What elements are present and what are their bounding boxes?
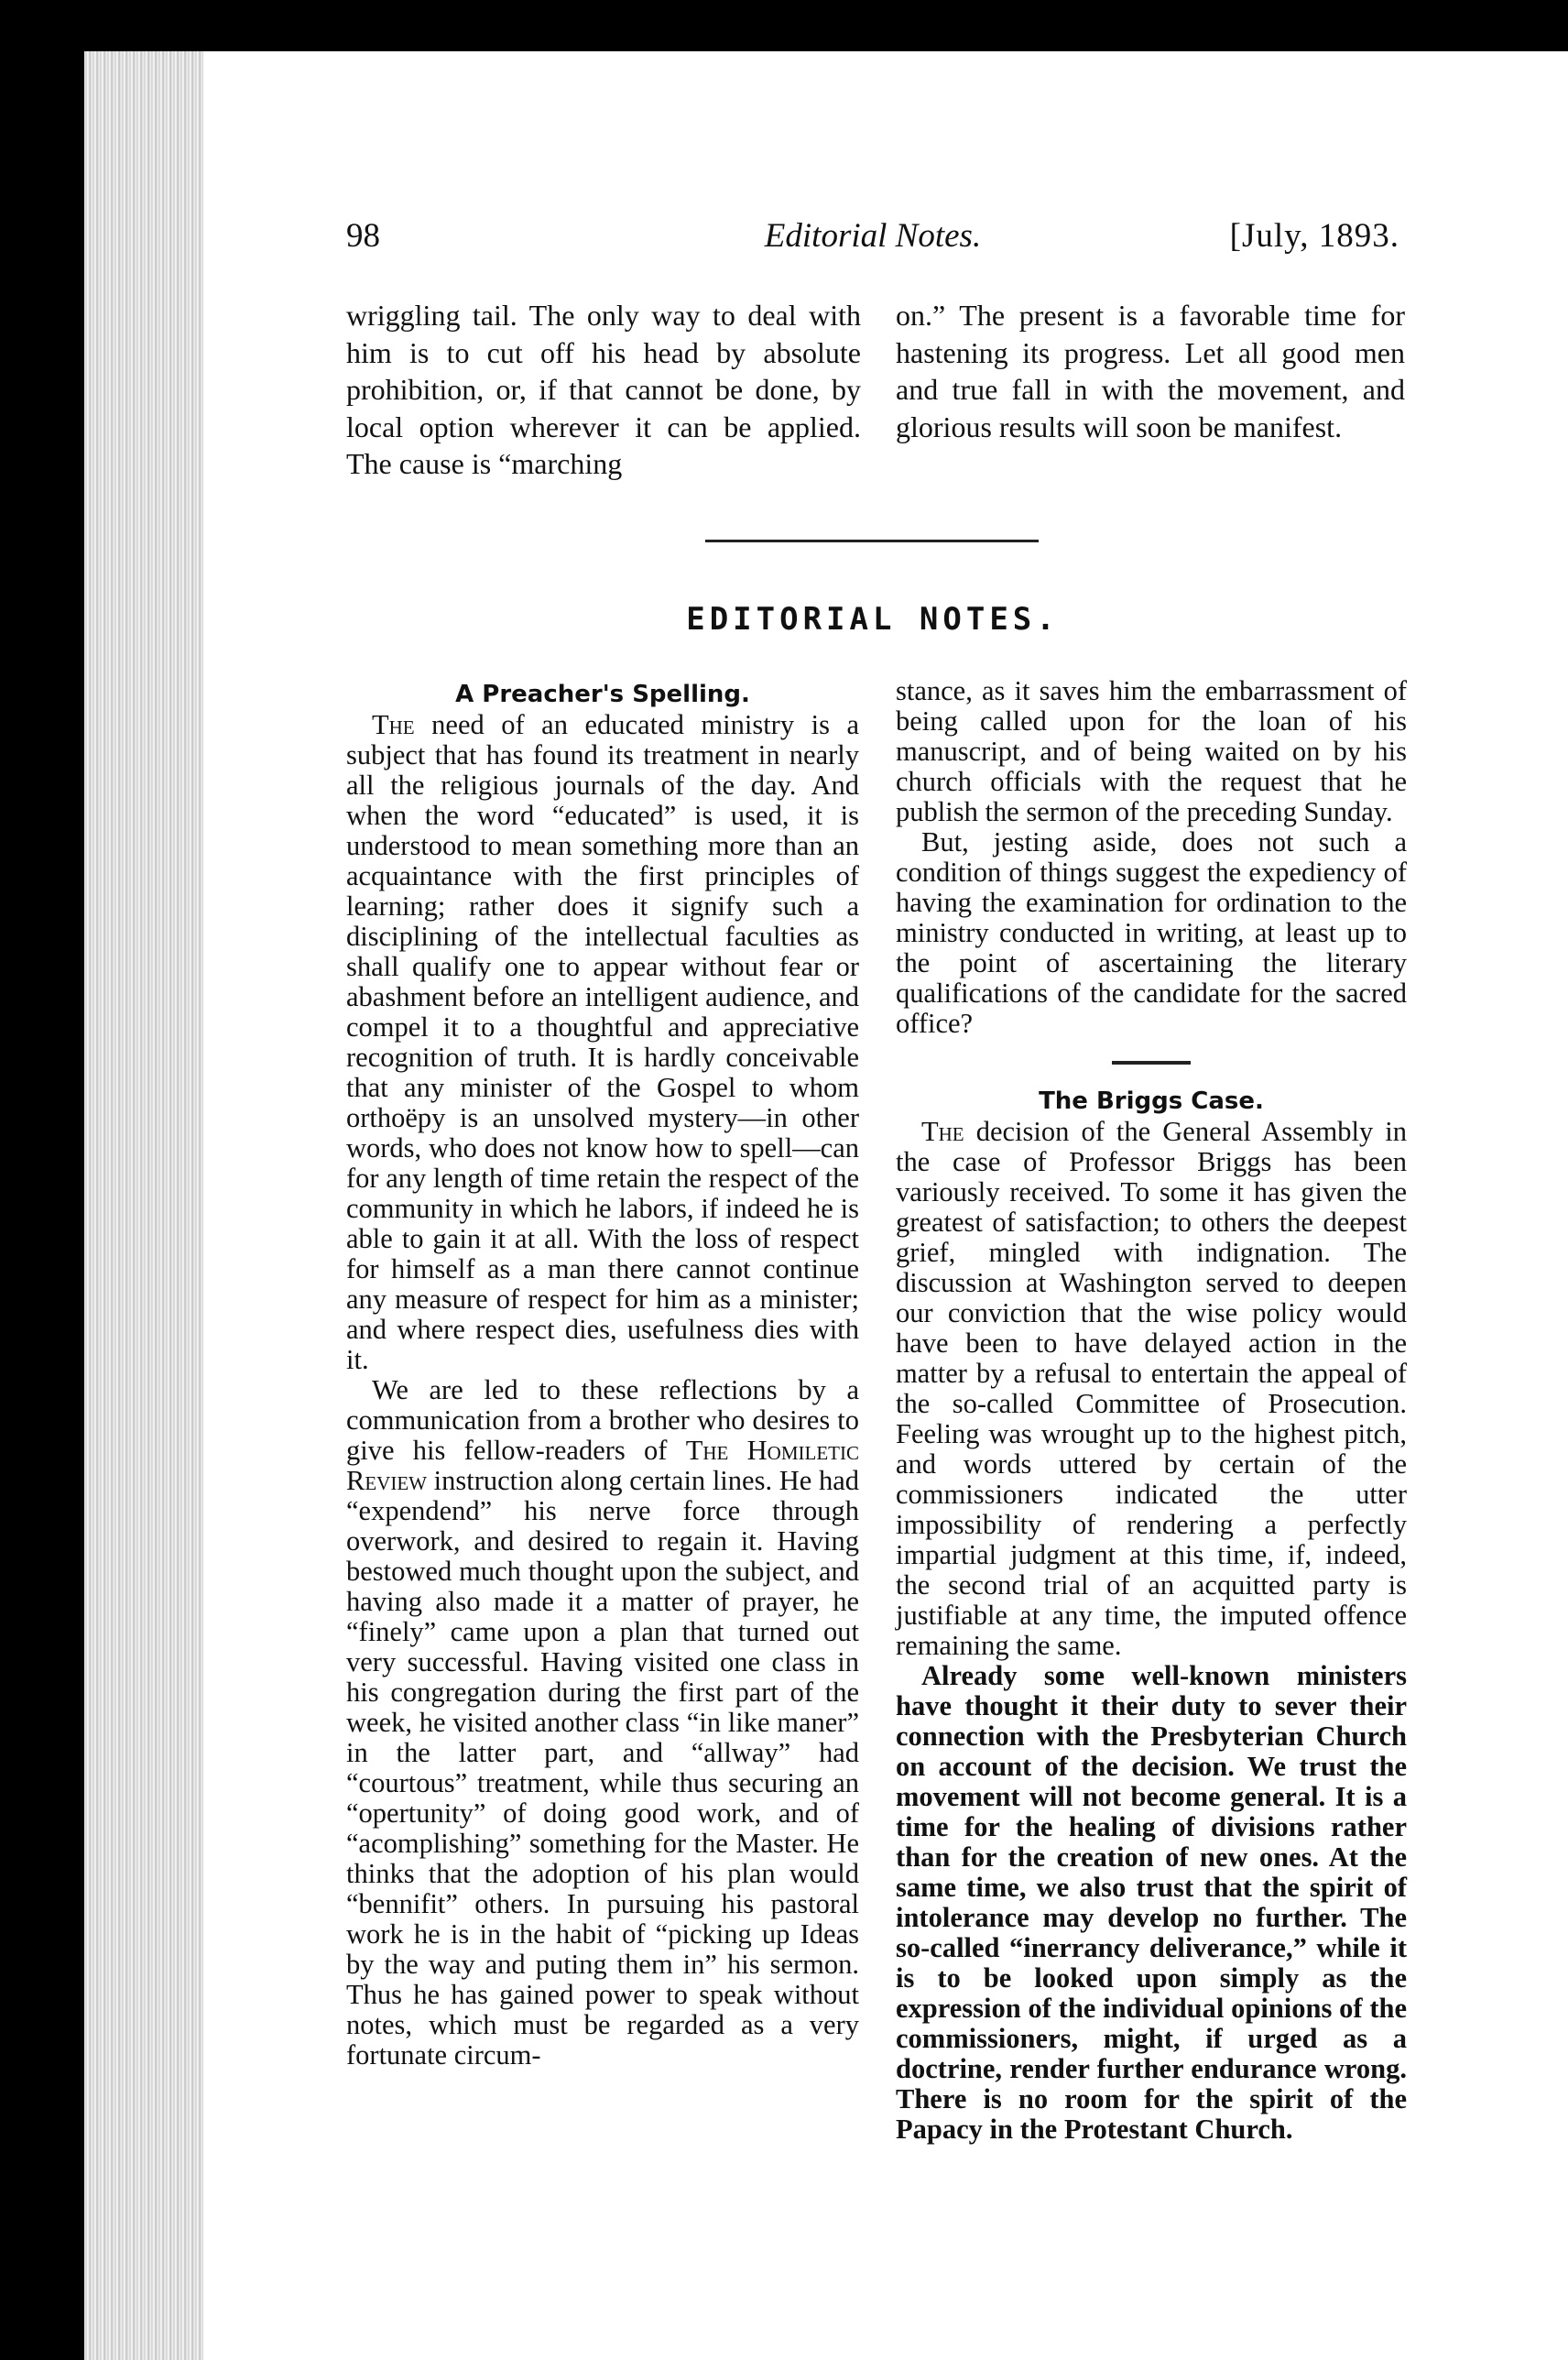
article-heading-briggs: The Briggs Case. (1039, 1087, 1264, 1115)
right-column (896, 676, 1407, 2145)
left-column (346, 680, 859, 2070)
article-spelling-continuation: stance, as it saves him the embarrassment of being called upon for the loan of his manuscript, and of being waited on by his church officials with the request that he publish the sermon of the preceding Sunday. (896, 675, 1407, 827)
page-edge-stack (84, 51, 203, 2360)
top-fragment-right (896, 297, 1405, 445)
section-title: EDITORIAL NOTES. (686, 601, 1060, 638)
drop-lead-word: The (372, 709, 415, 740)
fragment-left-text: wriggling tail. The only way to deal with him is to cut off his head by absolute prohibition, or, if that cannot be done, by local option wherever it can be applied. The cause is “marching (346, 299, 861, 480)
top-fragment-left (346, 297, 861, 483)
article-spelling-paragraph-2: We are led to these reflections by a communication from a brother who desires to give his fellow-readers of The Homiletic Review instruction along certain lines. He had “expendend” his nerve force through overwork, and desired to regain it. Having bestowed much thought upon the subject, and having also made it a matter of prayer, he “finely” came upon a plan that turned out very successful. Having visited one class in his congregation during the first part of the week, he visited another class “in like maner” in the latter part, and “allway” had “courtous” treatment, while thus securing an “opertunity” of doing good work, and of “acomplishing” something for the Master. He thinks that the adoption of his plan would “bennifit” others. In pursuing his pastoral work he is in the habit of “picking up Ideas by the way and puting them in” his sermon. Thus he has gained power to speak without notes, which must be regarded as a very fortunate circum- (346, 1374, 859, 2070)
article-briggs-paragraph-2: Already some well-known ministers have thought it their duty to sever their connection with the Presbyterian Church on account of the decision. We trust the movement will not become general. It is a time for the healing of divisions rather than for the creation of new ones. At the same time, we also trust that the spirit of intolerance may develop no further. The so-called “inerrancy deliverance,” while it is to be looked upon simply as the expression of the individual opinions of the commissioners, might, if urged as a doctrine, render further endurance wrong. There is no room for the spirit of the Papacy in the Protestant Church. (896, 1660, 1407, 2145)
issue-date: [July, 1893. (1229, 217, 1399, 255)
section-divider (705, 540, 1039, 542)
drop-lead-word: The (921, 1116, 964, 1147)
article-spelling-paragraph-3: But, jesting aside, does not such a condition of things suggest the expediency of having the examination for ordination to the ministry conducted in writing, at least up to the point of ascertaining the literary qualifications of the candidate for the sacred office? (896, 826, 1407, 1039)
journal-name: The Homiletic Review (346, 1435, 859, 1496)
running-head (346, 216, 1399, 262)
page-number: 98 (346, 217, 380, 255)
article-briggs-paragraph-1: The decision of the General Assembly in the case of Professor Briggs has been variously received. To some it has given the greatest of satisfaction; to others the deepest grief, mingled with indignation. The discussion at Washington served to deepen our conviction that the wise policy would have been to have delayed action in the matter by a refusal to entertain the appeal of the so-called Committee of Prosecution. Feeling was wrought up to the highest pitch, and words uttered by certain of the commissioners indicated the utter impossibility of rendering a perfectly impartial judgment at this time, if, indeed, the second trial of an acquitted party is justifiable at any time, the imputed offence remaining the same. (896, 1116, 1408, 1661)
running-title: Editorial Notes. (764, 217, 982, 255)
fragment-right-text: on.” The present is a favorable time for hastening its progress. Let all good men and true fall in with the movement, and glorious results will soon be manifest. (896, 299, 1405, 443)
article-heading-spelling: A Preacher's Spelling. (455, 681, 750, 708)
article-spelling-paragraph-1: The need of an educated ministry is a subject that has found its treatment in nearly all the religious journals of the day. And when the word “educated” is used, it is understood to mean something more than an acquaintance with the first principles of learning; rather does it signify such a disciplining of the intellectual faculties as shall qualify one to appear without fear or abashment before an intelligent audience, and compel it to a thoughtful and appreciative recognition of truth. It is hardly conceivable that any minister of the Gospel to whom orthoëpy is an unsolved mystery—in other words, who does not know how to spell—can for any length of time retain the respect of the community in which he labors, if indeed he is able to gain it at all. With the loss of respect for himself as a man there cannot continue any measure of respect for him as a minister; and where respect dies, usefulness dies with it. (346, 709, 859, 1375)
article-divider (1112, 1061, 1191, 1065)
